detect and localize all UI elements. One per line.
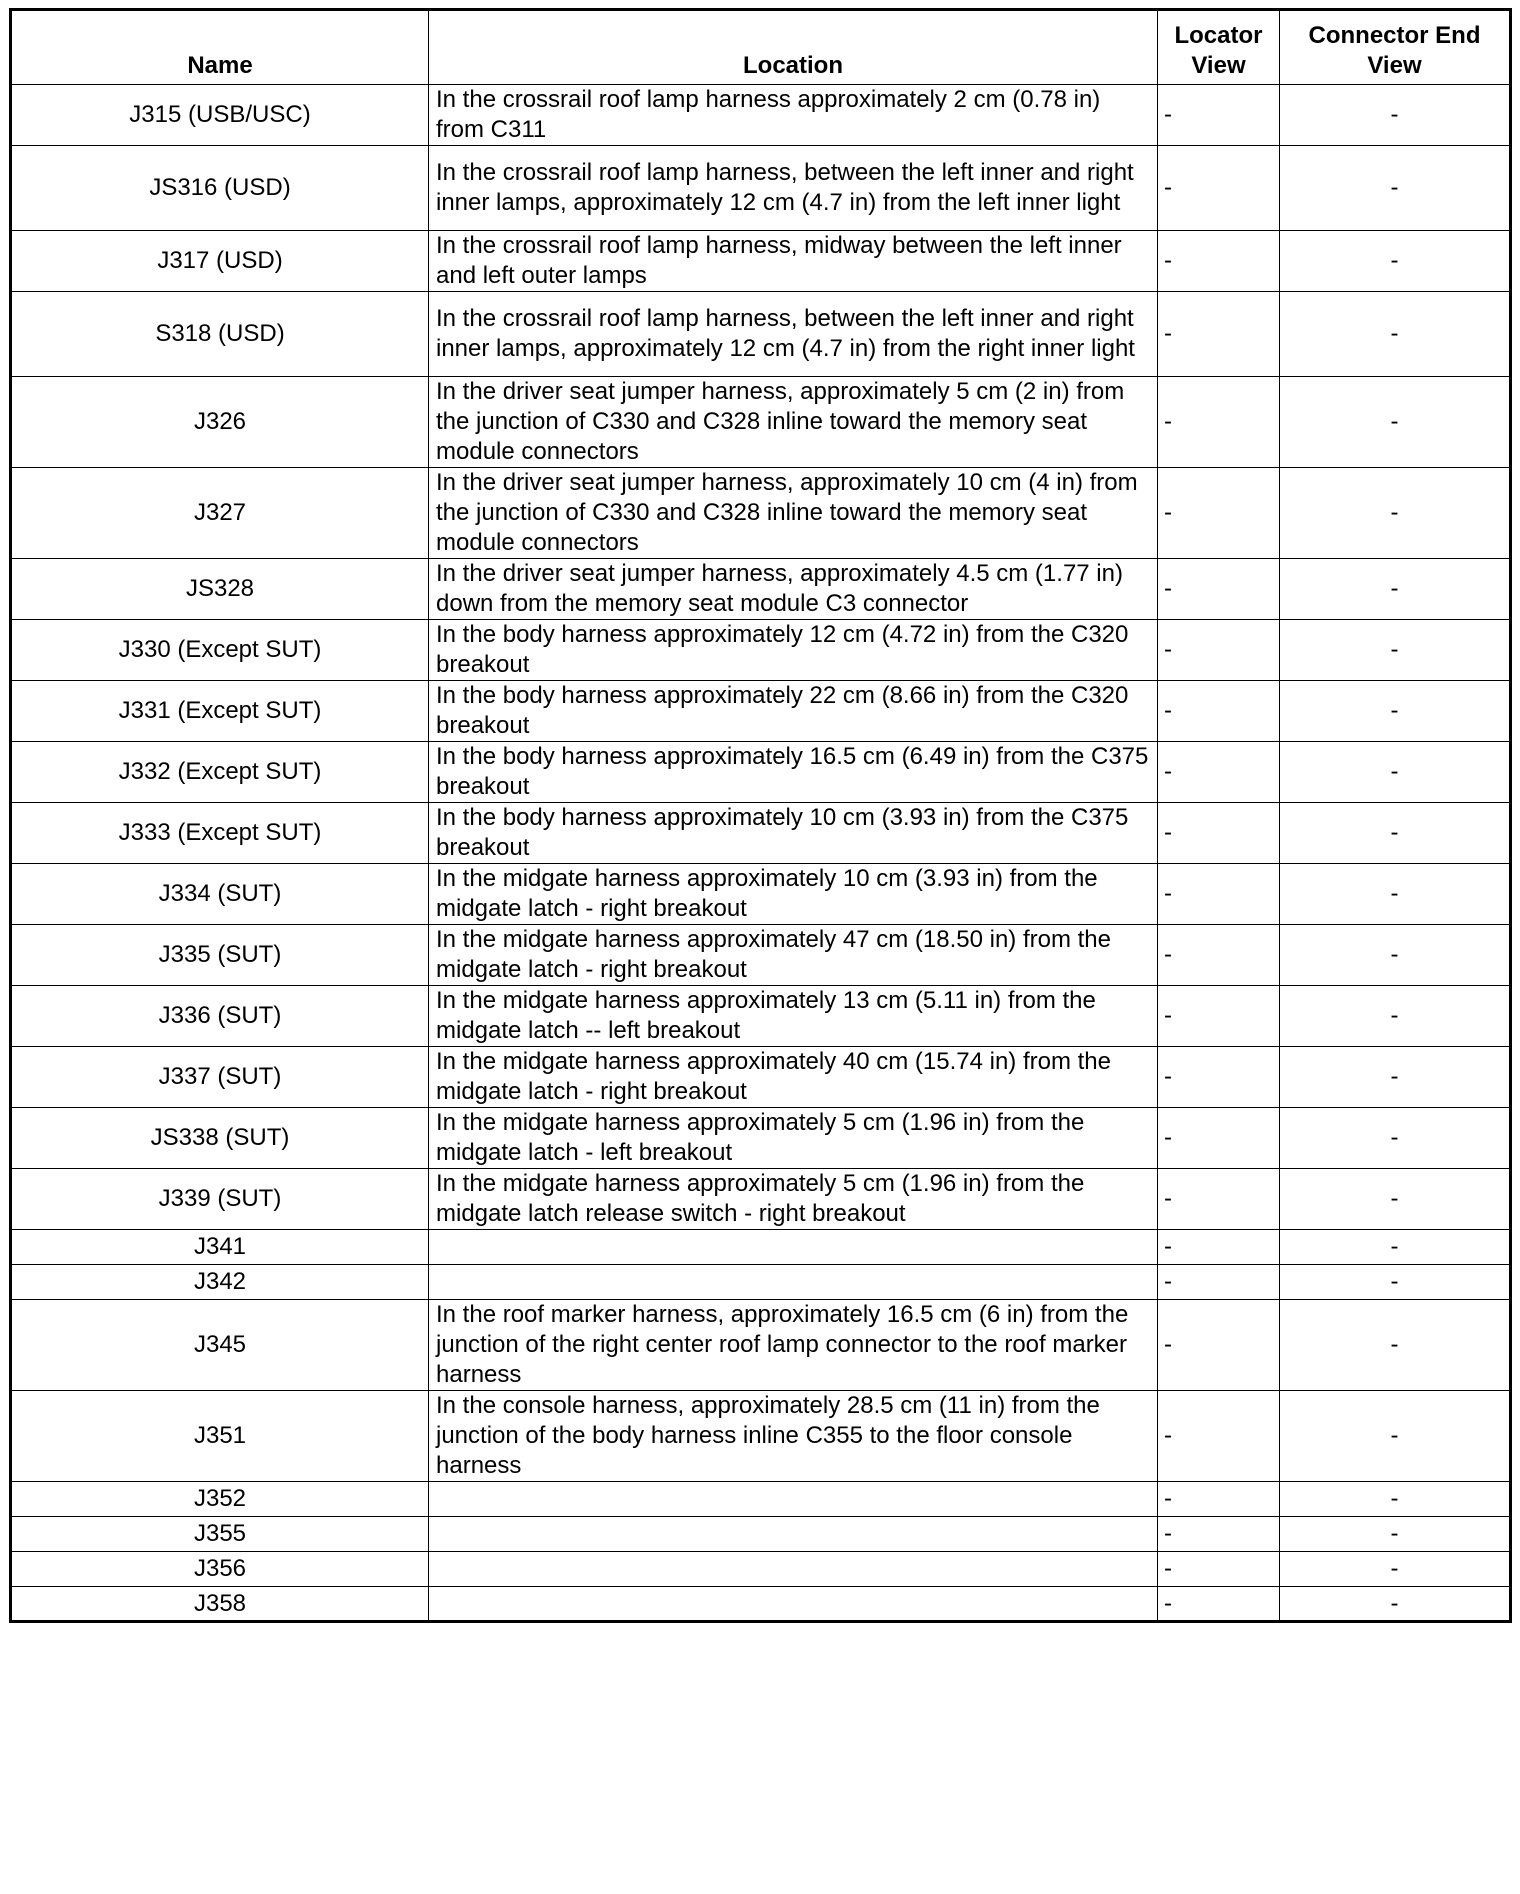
- splice-location-sheet: [9, 8, 1512, 1623]
- cell-location: In the midgate harness approximately 40 cm (15.74 in) from the midgate latch - right breakout: [429, 1047, 1158, 1108]
- cell-name: S318 (USD): [11, 292, 429, 377]
- cell-locator-view: -: [1158, 85, 1280, 146]
- cell-location: In the body harness approximately 16.5 cm (6.49 in) from the C375 breakout: [429, 742, 1158, 803]
- column-header-connector-end-view: Connector End View: [1280, 10, 1511, 85]
- cell-locator-view: -: [1158, 1300, 1280, 1391]
- cell-name: J337 (SUT): [11, 1047, 429, 1108]
- cell-connector-end-view: -: [1280, 620, 1511, 681]
- table-row: [11, 986, 1511, 1047]
- cell-locator-view: -: [1158, 620, 1280, 681]
- cell-connector-end-view: -: [1280, 864, 1511, 925]
- table-row: [11, 1047, 1511, 1108]
- cell-name: JS328: [11, 559, 429, 620]
- table-row: [11, 803, 1511, 864]
- cell-connector-end-view: -: [1280, 559, 1511, 620]
- cell-connector-end-view: -: [1280, 1047, 1511, 1108]
- splice-location-table: [9, 8, 1512, 1623]
- cell-name: J358: [11, 1587, 429, 1622]
- cell-name: J336 (SUT): [11, 986, 429, 1047]
- column-header-locator-view: Locator View: [1158, 10, 1280, 85]
- cell-locator-view: -: [1158, 925, 1280, 986]
- cell-locator-view: -: [1158, 231, 1280, 292]
- cell-name: JS316 (USD): [11, 146, 429, 231]
- cell-locator-view: -: [1158, 1391, 1280, 1482]
- table-header-row: [11, 10, 1511, 85]
- table-row: [11, 1169, 1511, 1230]
- cell-connector-end-view: -: [1280, 231, 1511, 292]
- cell-name: J335 (SUT): [11, 925, 429, 986]
- cell-location: In the driver seat jumper harness, approximately 10 cm (4 in) from the junction of C330 and C328 inline toward the memory seat module connectors: [429, 468, 1158, 559]
- cell-connector-end-view: -: [1280, 1300, 1511, 1391]
- cell-name: J342: [11, 1265, 429, 1300]
- cell-name: J341: [11, 1230, 429, 1265]
- cell-location: [429, 1230, 1158, 1265]
- cell-location: In the crossrail roof lamp harness, midway between the left inner and left outer lamps: [429, 231, 1158, 292]
- cell-name: J334 (SUT): [11, 864, 429, 925]
- cell-locator-view: -: [1158, 681, 1280, 742]
- cell-name: J332 (Except SUT): [11, 742, 429, 803]
- cell-connector-end-view: -: [1280, 1587, 1511, 1622]
- cell-locator-view: -: [1158, 1587, 1280, 1622]
- table-row: [11, 742, 1511, 803]
- cell-connector-end-view: -: [1280, 85, 1511, 146]
- cell-connector-end-view: -: [1280, 1517, 1511, 1552]
- cell-locator-view: -: [1158, 1482, 1280, 1517]
- cell-name: J355: [11, 1517, 429, 1552]
- cell-locator-view: -: [1158, 377, 1280, 468]
- table-row: [11, 681, 1511, 742]
- cell-location: In the midgate harness approximately 13 cm (5.11 in) from the midgate latch -- left breakout: [429, 986, 1158, 1047]
- cell-locator-view: -: [1158, 1517, 1280, 1552]
- cell-location: [429, 1517, 1158, 1552]
- cell-connector-end-view: -: [1280, 803, 1511, 864]
- cell-locator-view: -: [1158, 1169, 1280, 1230]
- cell-name: J333 (Except SUT): [11, 803, 429, 864]
- cell-location: In the crossrail roof lamp harness, between the left inner and right inner lamps, approximately 12 cm (4.7 in) from the left inner light: [429, 146, 1158, 231]
- table-row: [11, 468, 1511, 559]
- cell-location: In the body harness approximately 10 cm (3.93 in) from the C375 breakout: [429, 803, 1158, 864]
- cell-connector-end-view: -: [1280, 986, 1511, 1047]
- cell-name: JS338 (SUT): [11, 1108, 429, 1169]
- cell-location: In the console harness, approximately 28.5 cm (11 in) from the junction of the body harness inline C355 to the floor console harness: [429, 1391, 1158, 1482]
- cell-locator-view: -: [1158, 864, 1280, 925]
- cell-connector-end-view: -: [1280, 1108, 1511, 1169]
- cell-name: J339 (SUT): [11, 1169, 429, 1230]
- cell-connector-end-view: -: [1280, 468, 1511, 559]
- cell-connector-end-view: -: [1280, 146, 1511, 231]
- cell-location: In the crossrail roof lamp harness, between the left inner and right inner lamps, approximately 12 cm (4.7 in) from the right inner light: [429, 292, 1158, 377]
- cell-connector-end-view: -: [1280, 377, 1511, 468]
- cell-location: [429, 1587, 1158, 1622]
- column-header-location: Location: [429, 10, 1158, 85]
- table-row: [11, 146, 1511, 231]
- cell-connector-end-view: -: [1280, 925, 1511, 986]
- cell-locator-view: -: [1158, 803, 1280, 864]
- cell-connector-end-view: -: [1280, 742, 1511, 803]
- cell-name: J327: [11, 468, 429, 559]
- table-row: [11, 377, 1511, 468]
- cell-name: J345: [11, 1300, 429, 1391]
- table-row: [11, 292, 1511, 377]
- cell-locator-view: -: [1158, 468, 1280, 559]
- cell-location: In the roof marker harness, approximately 16.5 cm (6 in) from the junction of the right center roof lamp connector to the roof marker harness: [429, 1300, 1158, 1391]
- cell-name: J352: [11, 1482, 429, 1517]
- cell-locator-view: -: [1158, 292, 1280, 377]
- cell-location: In the midgate harness approximately 10 cm (3.93 in) from the midgate latch - right breakout: [429, 864, 1158, 925]
- cell-location: In the midgate harness approximately 47 cm (18.50 in) from the midgate latch - right breakout: [429, 925, 1158, 986]
- cell-connector-end-view: -: [1280, 1482, 1511, 1517]
- table-row: [11, 1230, 1511, 1265]
- cell-name: J326: [11, 377, 429, 468]
- cell-connector-end-view: -: [1280, 1391, 1511, 1482]
- table-row: [11, 925, 1511, 986]
- cell-locator-view: -: [1158, 146, 1280, 231]
- cell-connector-end-view: -: [1280, 292, 1511, 377]
- table-row: [11, 85, 1511, 146]
- cell-location: In the body harness approximately 22 cm (8.66 in) from the C320 breakout: [429, 681, 1158, 742]
- cell-locator-view: -: [1158, 1230, 1280, 1265]
- cell-connector-end-view: -: [1280, 1169, 1511, 1230]
- cell-location: In the crossrail roof lamp harness approximately 2 cm (0.78 in) from C311: [429, 85, 1158, 146]
- cell-connector-end-view: -: [1280, 1552, 1511, 1587]
- cell-locator-view: -: [1158, 986, 1280, 1047]
- cell-locator-view: -: [1158, 1265, 1280, 1300]
- cell-locator-view: -: [1158, 1108, 1280, 1169]
- cell-connector-end-view: -: [1280, 1265, 1511, 1300]
- table-body: [11, 85, 1511, 1622]
- cell-location: In the midgate harness approximately 5 cm (1.96 in) from the midgate latch release switch - right breakout: [429, 1169, 1158, 1230]
- cell-location: In the body harness approximately 12 cm (4.72 in) from the C320 breakout: [429, 620, 1158, 681]
- cell-name: J331 (Except SUT): [11, 681, 429, 742]
- table-row: [11, 1552, 1511, 1587]
- cell-location: [429, 1552, 1158, 1587]
- table-row: [11, 231, 1511, 292]
- cell-name: J356: [11, 1552, 429, 1587]
- cell-name: J330 (Except SUT): [11, 620, 429, 681]
- table-row: [11, 1482, 1511, 1517]
- table-row: [11, 620, 1511, 681]
- table-row: [11, 1517, 1511, 1552]
- cell-locator-view: -: [1158, 1047, 1280, 1108]
- cell-locator-view: -: [1158, 1552, 1280, 1587]
- column-header-name: Name: [11, 10, 429, 85]
- cell-connector-end-view: -: [1280, 681, 1511, 742]
- cell-locator-view: -: [1158, 559, 1280, 620]
- cell-name: J317 (USD): [11, 231, 429, 292]
- cell-name: J315 (USB/USC): [11, 85, 429, 146]
- table-row: [11, 1391, 1511, 1482]
- cell-location: [429, 1265, 1158, 1300]
- cell-location: In the driver seat jumper harness, approximately 5 cm (2 in) from the junction of C330 and C328 inline toward the memory seat module connectors: [429, 377, 1158, 468]
- table-row: [11, 559, 1511, 620]
- cell-location: [429, 1482, 1158, 1517]
- cell-connector-end-view: -: [1280, 1230, 1511, 1265]
- cell-locator-view: -: [1158, 742, 1280, 803]
- table-row: [11, 1300, 1511, 1391]
- cell-location: In the driver seat jumper harness, approximately 4.5 cm (1.77 in) down from the memory seat module C3 connector: [429, 559, 1158, 620]
- cell-name: J351: [11, 1391, 429, 1482]
- table-row: [11, 1265, 1511, 1300]
- cell-location: In the midgate harness approximately 5 cm (1.96 in) from the midgate latch - left breakout: [429, 1108, 1158, 1169]
- table-row: [11, 864, 1511, 925]
- table-row: [11, 1587, 1511, 1622]
- table-row: [11, 1108, 1511, 1169]
